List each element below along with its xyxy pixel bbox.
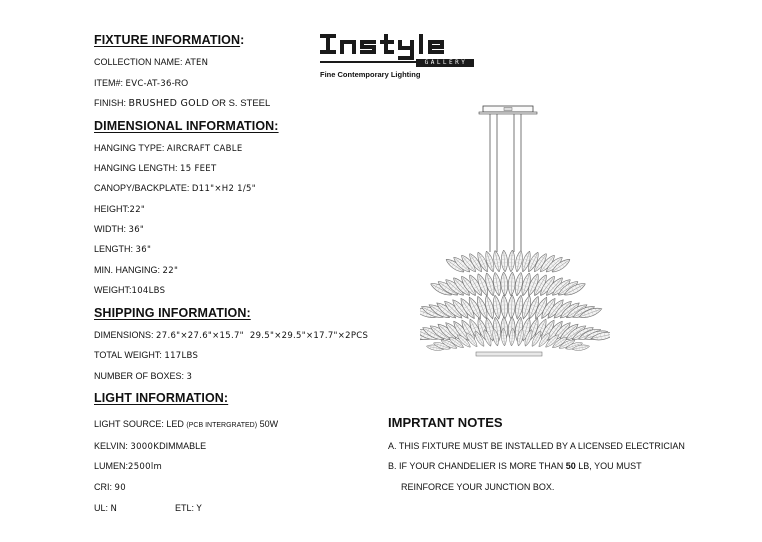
boxes-row: NUMBER OF BOXES: 3	[94, 371, 193, 382]
note-a: A. THIS FIXTURE MUST BE INSTALLED BY A LICENSED ELECTRICIAN	[388, 441, 685, 451]
collection-row: COLLECTION NAME: ATEN	[94, 57, 209, 68]
cri-row: CRI: 90	[94, 482, 126, 493]
weight-row: WEIGHT:104LBS	[94, 285, 166, 296]
leaf-petal	[500, 295, 508, 319]
notes-title: IMPRTANT NOTES	[388, 415, 503, 430]
total-weight-row: TOTAL WEIGHT: 117LBS	[94, 350, 199, 361]
dimensional-heading: DIMENSIONAL INFORMATION:	[94, 119, 279, 133]
light-source-row: LIGHT SOURCE: LED (PCB INTERGRATED) 50W	[94, 419, 279, 429]
leaf-petal	[508, 250, 516, 272]
note-b: B. IF YOUR CHANDELIER IS MORE THAN 50 LB, YOU MUST	[388, 461, 642, 471]
brand-logo	[318, 28, 478, 84]
chandelier-illustration	[420, 100, 610, 365]
ul-row: UL: N	[94, 503, 118, 514]
shipping-dimensions-row: DIMENSIONS: 27.6"×27.6"×15.7" 29.5"×29.5"×17.7"×2PCS	[94, 330, 369, 341]
canopy-row: CANOPY/BACKPLATE: D11"×H2 1/5"	[94, 183, 256, 194]
shipping-heading: SHIPPING INFORMATION:	[94, 306, 251, 320]
lumen-row: LUMEN:2500lm	[94, 461, 163, 472]
brand-sub: GALLERY	[424, 59, 468, 66]
brand-tagline: Fine Contemporary Lighting	[320, 70, 421, 79]
leaf-petal	[508, 272, 516, 296]
leaf-petal	[500, 272, 508, 296]
finish-row: FINISH: BRUSHED GOLD OR S. STEEL	[94, 98, 271, 109]
hanging-type-row: HANGING TYPE: AIRCRAFT CABLE	[94, 143, 243, 154]
light-heading: LIGHT INFORMATION:	[94, 391, 229, 405]
cables	[490, 114, 521, 252]
leaf-petal	[508, 295, 516, 319]
kelvin-row: KELVIN: 3000KDIMMABLE	[94, 441, 207, 452]
canopy	[479, 106, 537, 114]
note-b-continued: REINFORCE YOUR JUNCTION BOX.	[401, 482, 555, 492]
width-row: WIDTH: 36"	[94, 224, 145, 235]
hanging-length-row: HANGING LENGTH: 15 FEET	[94, 163, 217, 174]
min-hanging-row: MIN. HANGING: 22"	[94, 265, 179, 276]
length-row: LENGTH: 36"	[94, 244, 152, 255]
height-row: HEIGHT:22"	[94, 204, 146, 215]
etl-row: ETL: Y	[175, 503, 203, 514]
fixture-heading: FIXTURE INFORMATION:	[94, 33, 245, 47]
leaf-petal	[501, 250, 509, 272]
item-row: ITEM#: EVC-AT-36-RO	[94, 78, 189, 89]
leaf-tiers	[420, 250, 610, 352]
